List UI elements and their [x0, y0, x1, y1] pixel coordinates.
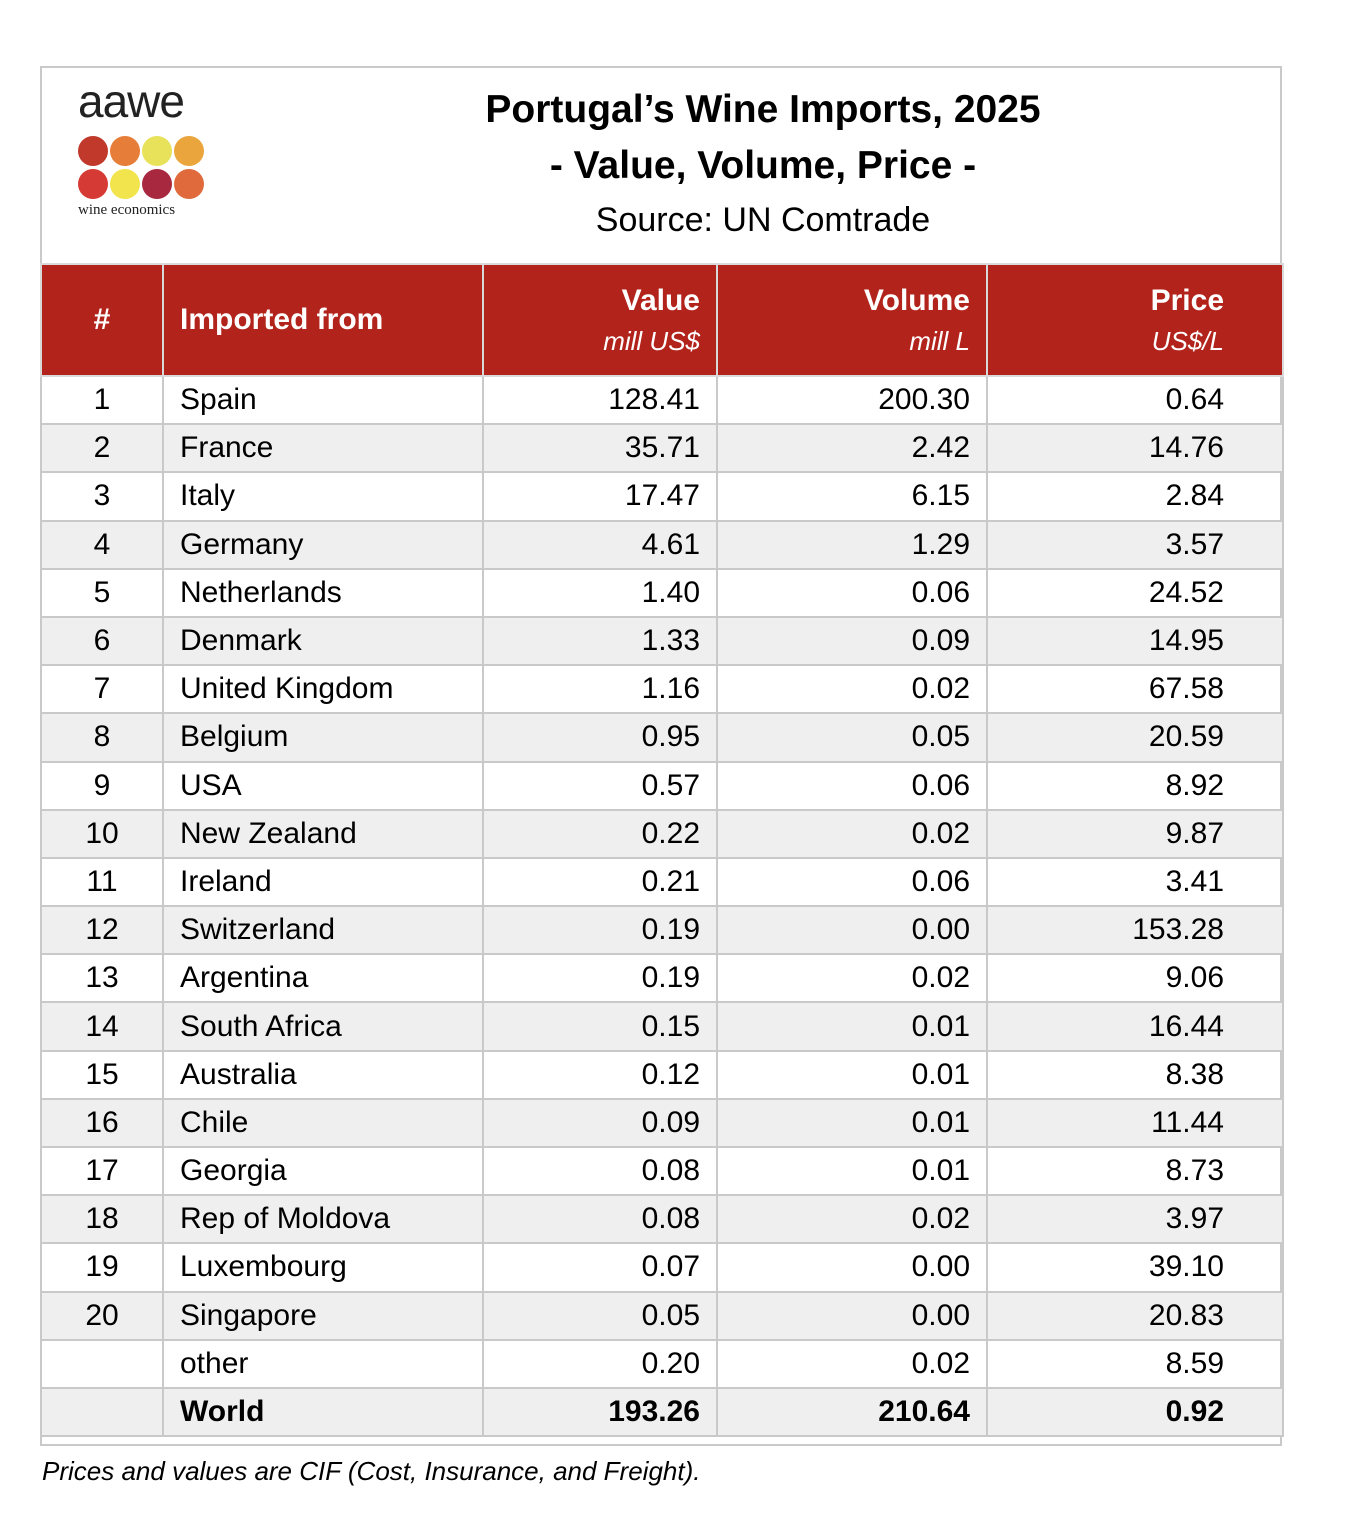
cell-value: 35.71: [483, 424, 717, 472]
cell-price: 11.44: [987, 1099, 1283, 1147]
table-row: [41, 1340, 1283, 1388]
cell-value: 0.12: [483, 1051, 717, 1099]
cell-country: Georgia: [163, 1147, 483, 1195]
imports-table: [40, 263, 1284, 1437]
cell-volume: 0.06: [717, 858, 987, 906]
cell-value: 0.19: [483, 906, 717, 954]
cell-volume: 0.01: [717, 1051, 987, 1099]
col-header-label: Value: [621, 283, 700, 317]
cell-country: New Zealand: [163, 810, 483, 858]
cell-rank: 18: [41, 1195, 163, 1243]
cell-country: United Kingdom: [163, 665, 483, 713]
logo-dot: [142, 136, 172, 166]
footnote: Prices and values are CIF (Cost, Insurance, and Freight).: [42, 1456, 701, 1486]
title-block: [340, 82, 1186, 246]
cell-rank: 19: [41, 1243, 163, 1291]
cell-volume: 0.02: [717, 954, 987, 1002]
cell-rank: 16: [41, 1099, 163, 1147]
cell-value: 17.47: [483, 472, 717, 520]
cell-volume: 0.06: [717, 569, 987, 617]
cell-price: 14.95: [987, 617, 1283, 665]
cell-country: Germany: [163, 521, 483, 569]
cell-value: 1.33: [483, 617, 717, 665]
table-row: [41, 906, 1283, 954]
cell-value: 0.15: [483, 1002, 717, 1050]
cell-rank: 4: [41, 521, 163, 569]
cell-country: Italy: [163, 472, 483, 520]
table-row: [41, 1195, 1283, 1243]
cell-rank: 1: [41, 376, 163, 424]
cell-rank: [41, 1340, 163, 1388]
cell-price: 0.64: [987, 376, 1283, 424]
logo-dot: [78, 169, 108, 199]
cell-price: 0.92: [987, 1388, 1283, 1436]
table-row-total: [41, 1388, 1283, 1436]
table-row: [41, 521, 1283, 569]
logo-dot: [110, 136, 140, 166]
cell-volume: 0.00: [717, 1243, 987, 1291]
cell-volume: 0.00: [717, 906, 987, 954]
cell-price: 20.59: [987, 713, 1283, 761]
cell-volume: 0.01: [717, 1002, 987, 1050]
cell-country: Ireland: [163, 858, 483, 906]
cell-country: Netherlands: [163, 569, 483, 617]
cell-rank: 8: [41, 713, 163, 761]
cell-country: France: [163, 424, 483, 472]
cell-rank: 17: [41, 1147, 163, 1195]
cell-country: Argentina: [163, 954, 483, 1002]
cell-volume: 0.00: [717, 1292, 987, 1340]
col-header-unit: US$/L: [1151, 325, 1224, 356]
cell-volume: 0.01: [717, 1147, 987, 1195]
table-row: [41, 1243, 1283, 1291]
cell-value: 0.20: [483, 1340, 717, 1388]
cell-price: 8.59: [987, 1340, 1283, 1388]
col-header-label: Imported from: [180, 303, 384, 336]
cell-country: South Africa: [163, 1002, 483, 1050]
cell-price: 8.73: [987, 1147, 1283, 1195]
cell-country: Spain: [163, 376, 483, 424]
logo-dots: [78, 136, 208, 202]
chart-subtitle: - Value, Volume, Price -: [549, 144, 977, 187]
cell-price: 67.58: [987, 665, 1283, 713]
col-header-unit: mill US$: [603, 325, 700, 356]
table-row: [41, 569, 1283, 617]
cell-value: 0.19: [483, 954, 717, 1002]
cell-value: 193.26: [483, 1388, 717, 1436]
cell-country: USA: [163, 762, 483, 810]
cell-volume: 0.01: [717, 1099, 987, 1147]
cell-volume: 0.02: [717, 1195, 987, 1243]
col-header-label: Price: [1150, 283, 1224, 317]
table-row: [41, 1002, 1283, 1050]
cell-price: 8.38: [987, 1051, 1283, 1099]
logo-dot: [78, 136, 108, 166]
cell-volume: 0.05: [717, 713, 987, 761]
cell-value: 0.57: [483, 762, 717, 810]
col-header-unit: mill L: [909, 325, 970, 356]
table-row: [41, 665, 1283, 713]
cell-price: 39.10: [987, 1243, 1283, 1291]
cell-price: 8.92: [987, 762, 1283, 810]
col-header-label: #: [93, 303, 111, 336]
cell-country: Australia: [163, 1051, 483, 1099]
table-header-row: [41, 264, 1283, 376]
cell-price: 20.83: [987, 1292, 1283, 1340]
logo-dot: [142, 169, 172, 199]
table-row: [41, 617, 1283, 665]
cell-rank: 5: [41, 569, 163, 617]
cell-country: World: [163, 1388, 483, 1436]
cell-volume: 6.15: [717, 472, 987, 520]
cell-value: 0.09: [483, 1099, 717, 1147]
cell-volume: 210.64: [717, 1388, 987, 1436]
cell-value: 1.16: [483, 665, 717, 713]
col-header-volume: [717, 264, 987, 376]
logo-wordmark: aawe: [78, 75, 184, 127]
logo-dot: [174, 136, 204, 166]
cell-rank: 6: [41, 617, 163, 665]
cell-value: 1.40: [483, 569, 717, 617]
cell-volume: 0.02: [717, 810, 987, 858]
cell-rank: 3: [41, 472, 163, 520]
cell-value: 0.05: [483, 1292, 717, 1340]
source-line: Source: UN Comtrade: [595, 201, 931, 239]
table-row: [41, 1292, 1283, 1340]
cell-volume: 0.02: [717, 665, 987, 713]
col-header-rank: [41, 264, 163, 376]
cell-price: 9.87: [987, 810, 1283, 858]
cell-value: 128.41: [483, 376, 717, 424]
col-header-price: [987, 264, 1283, 376]
cell-rank: 14: [41, 1002, 163, 1050]
cell-volume: 0.09: [717, 617, 987, 665]
header: [40, 66, 1282, 264]
cell-country: Singapore: [163, 1292, 483, 1340]
table-row: [41, 472, 1283, 520]
table-body: [41, 376, 1283, 1436]
cell-country: Luxembourg: [163, 1243, 483, 1291]
cell-country: Rep of Moldova: [163, 1195, 483, 1243]
table-row: [41, 810, 1283, 858]
cell-price: 3.97: [987, 1195, 1283, 1243]
cell-volume: 200.30: [717, 376, 987, 424]
table-row: [41, 424, 1283, 472]
cell-value: 0.07: [483, 1243, 717, 1291]
cell-rank: 9: [41, 762, 163, 810]
cell-country: Belgium: [163, 713, 483, 761]
cell-price: 153.28: [987, 906, 1283, 954]
cell-price: 3.57: [987, 521, 1283, 569]
cell-country: Switzerland: [163, 906, 483, 954]
cell-rank: 20: [41, 1292, 163, 1340]
cell-country: Denmark: [163, 617, 483, 665]
table-row: [41, 1051, 1283, 1099]
cell-price: 2.84: [987, 472, 1283, 520]
chart-title: Portugal’s Wine Imports, 2025: [485, 88, 1041, 131]
table-row: [41, 713, 1283, 761]
cell-volume: 0.02: [717, 1340, 987, 1388]
cell-value: 0.95: [483, 713, 717, 761]
cell-rank: [41, 1388, 163, 1436]
logo-subtitle: wine economics: [78, 202, 176, 218]
cell-rank: 11: [41, 858, 163, 906]
cell-price: 24.52: [987, 569, 1283, 617]
table-row: [41, 1099, 1283, 1147]
cell-volume: 2.42: [717, 424, 987, 472]
cell-volume: 1.29: [717, 521, 987, 569]
cell-value: 0.21: [483, 858, 717, 906]
cell-country: Chile: [163, 1099, 483, 1147]
cell-rank: 12: [41, 906, 163, 954]
cell-value: 0.08: [483, 1147, 717, 1195]
cell-value: 0.22: [483, 810, 717, 858]
col-header-value: [483, 264, 717, 376]
cell-country: other: [163, 1340, 483, 1388]
cell-rank: 2: [41, 424, 163, 472]
cell-price: 14.76: [987, 424, 1283, 472]
cell-rank: 13: [41, 954, 163, 1002]
cell-rank: 7: [41, 665, 163, 713]
cell-price: 16.44: [987, 1002, 1283, 1050]
table-row: [41, 1147, 1283, 1195]
logo-dot: [110, 169, 140, 199]
table-row: [41, 762, 1283, 810]
col-header-label: Volume: [863, 283, 970, 317]
cell-price: 3.41: [987, 858, 1283, 906]
table-row: [41, 376, 1283, 424]
table-row: [41, 858, 1283, 906]
cell-rank: 10: [41, 810, 163, 858]
cell-value: 4.61: [483, 521, 717, 569]
col-header-country: [163, 264, 483, 376]
cell-value: 0.08: [483, 1195, 717, 1243]
cell-volume: 0.06: [717, 762, 987, 810]
logo-dot: [174, 169, 204, 199]
table-row: [41, 954, 1283, 1002]
cell-price: 9.06: [987, 954, 1283, 1002]
cell-rank: 15: [41, 1051, 163, 1099]
